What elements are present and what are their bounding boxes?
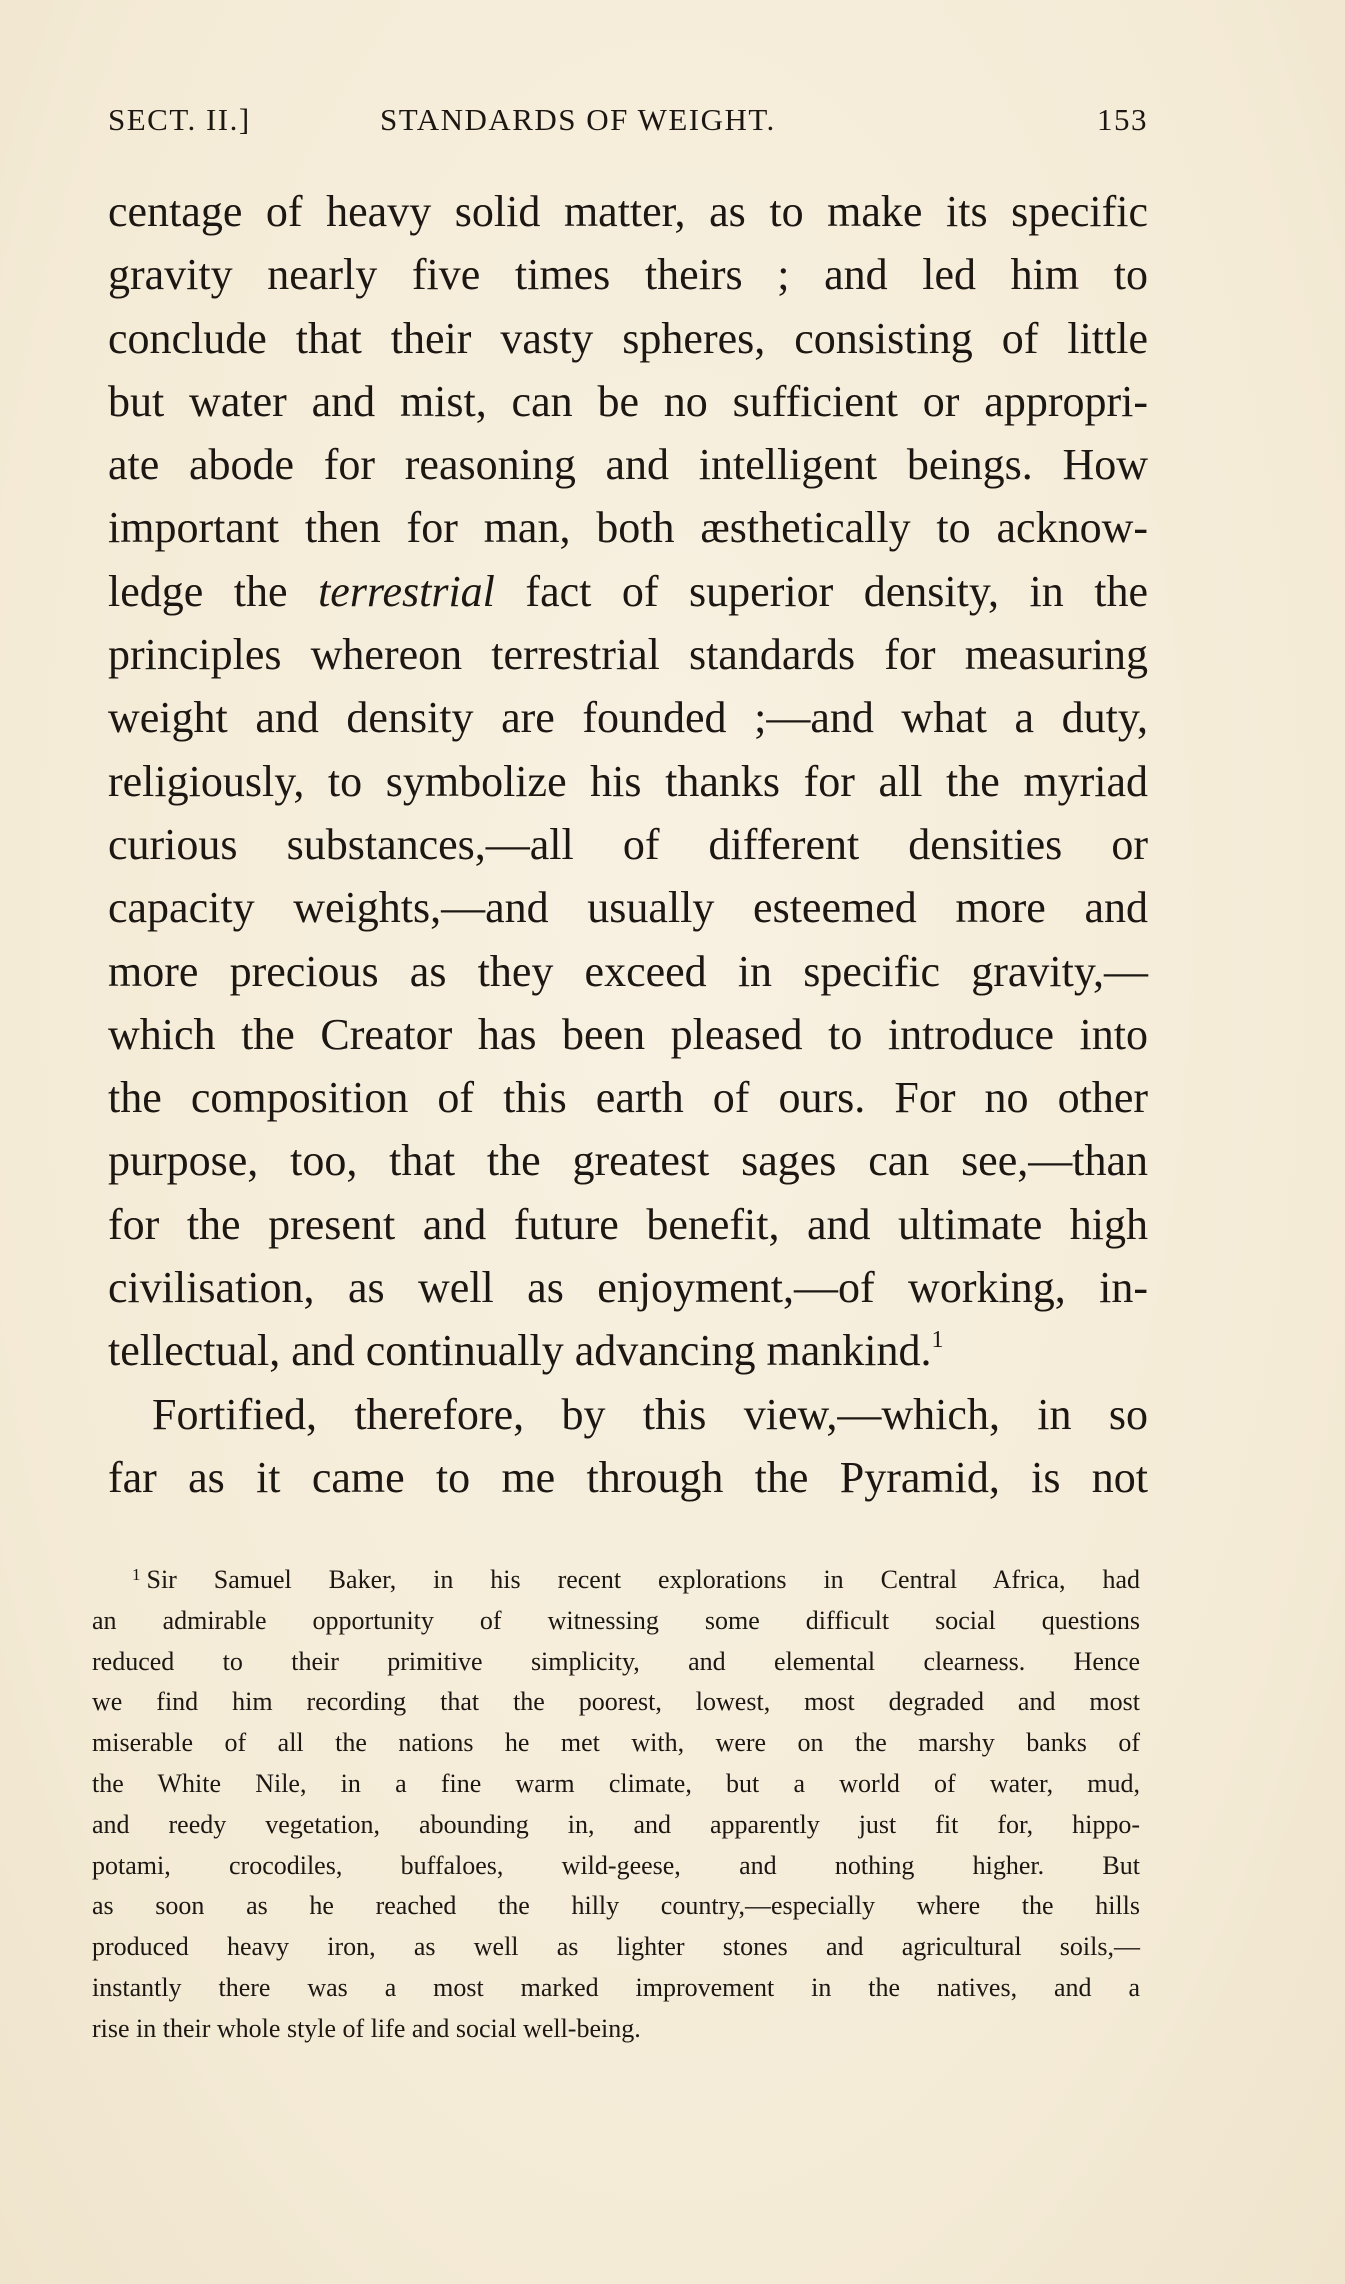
text-segment: ledge the: [108, 566, 319, 616]
text-line: gravity nearly five times theirs ; and led him to: [108, 250, 1148, 300]
footnote-line: reduced to their primitive simplicity, and elemental clearness. Hence: [92, 1646, 1140, 1676]
text-line: conclude that their vasty spheres, consisting of little: [108, 313, 1148, 363]
footnote-line: [92, 1560, 1140, 1601]
text-line: principles whereon terrestrial standards for measuring: [108, 630, 1148, 680]
footnote-line: the White Nile, in a fine warm climate, but a world of water, mud,: [92, 1768, 1140, 1798]
text-line: curious substances,—all of different densities or: [108, 819, 1148, 869]
text-segment: tellectual, and continually advancing mankind.: [108, 1326, 932, 1376]
running-title: STANDARDS OF WEIGHT.: [380, 102, 776, 137]
footnote-line: miserable of all the nations he met with, were on the marshy banks of: [92, 1728, 1140, 1758]
text-line: purpose, too, that the greatest sages can see,—than: [108, 1136, 1148, 1186]
text-line: religiously, to symbolize his thanks for all the myriad: [108, 756, 1148, 806]
footnote-line: produced heavy iron, as well as lighter stones and agricultural soils,—: [92, 1932, 1140, 1962]
text-line: the composition of this earth of ours. For no other: [108, 1073, 1148, 1123]
text-line: important then for man, both æsthetically to acknow-: [108, 503, 1148, 553]
footnote-line: and reedy vegetation, abounding in, and apparently just fit for, hippo-: [92, 1809, 1140, 1839]
text-line: weight and density are founded ;—and what a duty,: [108, 693, 1148, 743]
paragraph-first-line: Fortified, therefore, by this view,—which, in so: [152, 1389, 1148, 1439]
footnote-marker: 1: [132, 1565, 141, 1584]
text-segment: Sir Samuel Baker, in his recent explorations in Central Africa, had: [146, 1565, 1140, 1594]
text-line-with-italic: [108, 560, 1148, 623]
text-segment: fact of superior density, in the: [494, 566, 1148, 616]
text-line: far as it came to me through the Pyramid, is not: [108, 1452, 1148, 1502]
text-line: which the Creator has been pleased to introduce into: [108, 1009, 1148, 1059]
footnote-line: an admirable opportunity of witnessing some difficult social questions: [92, 1605, 1140, 1635]
running-header: [108, 102, 1148, 152]
page-number: 153: [1097, 102, 1148, 137]
footnote: [92, 1560, 1140, 2050]
footnote-line: instantly there was a most marked improvement in the natives, and a: [92, 1972, 1140, 2002]
text-line: more precious as they exceed in specific gravity,—: [108, 946, 1148, 996]
main-text: [108, 180, 1148, 1509]
footnote-line: rise in their whole style of life and social well-being.: [92, 2013, 641, 2043]
text-line: centage of heavy solid matter, as to make its specific: [108, 187, 1148, 236]
text-line: for the present and future benefit, and ultimate high: [108, 1199, 1148, 1249]
text-line: ate abode for reasoning and intelligent beings. How: [108, 440, 1148, 490]
section-label: SECT. II.]: [108, 102, 251, 137]
text-line-with-footnote-ref: [108, 1319, 1148, 1382]
footnote-reference[interactable]: 1: [931, 1327, 944, 1354]
footnote-line: as soon as he reached the hilly country,—especially where the hills: [92, 1891, 1140, 1921]
footnote-line: we find him recording that the poorest, lowest, most degraded and most: [92, 1687, 1140, 1717]
text-line: capacity weights,—and usually esteemed more and: [108, 883, 1148, 933]
text-line: but water and mist, can be no sufficient or appropri-: [108, 376, 1148, 426]
footnote-line: potami, crocodiles, buffaloes, wild-geese, and nothing higher. But: [92, 1850, 1140, 1880]
text-line: civilisation, as well as enjoyment,—of working, in-: [108, 1263, 1148, 1313]
italic-term: terrestrial: [318, 566, 495, 616]
